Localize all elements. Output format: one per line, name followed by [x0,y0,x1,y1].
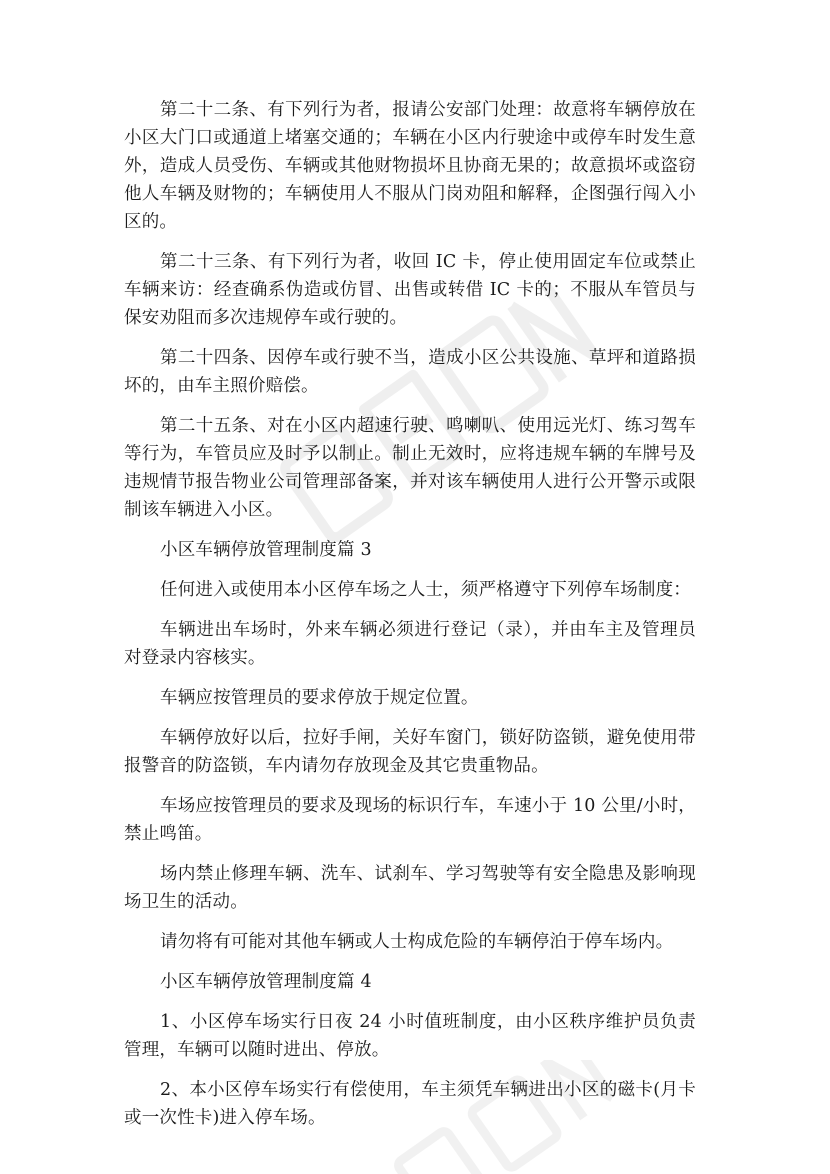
rule-registration: 车辆进出车场时，外来车辆必须进行登记（录），并由车主及管理员对登录内容核实。 [124,620,696,668]
article-25-paragraph: 第二十五条、对在小区内超速行驶、鸣喇叭、使用远光灯、练习驾车等行为，车管员应及时予以制止。制止无效时，应将违规车辆的车牌号及违规情节报告物业公司管理部备案，并对该车辆使用人进行公开警示或限制该车辆进入小区。 [124,416,696,520]
section-4-item-2: 2、本小区停车场实行有偿使用，车主须凭车辆进出小区的磁卡(月卡或一次性卡)进入停车场。 [124,1080,696,1128]
rule-speed-limit: 车场应按管理员的要求及现场的标识行车，车速小于 10 公里/小时，禁止鸣笛。 [124,796,696,844]
section-4-item-1: 1、小区停车场实行日夜 24 小时值班制度，由小区秩序维护员负责管理，车辆可以随时进出、停放。 [124,1012,696,1060]
rule-dangerous-vehicles: 请勿将有可能对其他车辆或人士构成危险的车辆停泊于停车场内。 [160,932,674,952]
rule-vehicle-security: 车辆停放好以后，拉好手闸，关好车窗门，锁好防盗锁，避免使用带报警音的防盗锁，车内请勿存放现金及其它贵重物品。 [124,728,696,776]
article-24-paragraph: 第二十四条、因停车或行驶不当，造成小区公共设施、草坪和道路损坏的，由车主照价赔偿。 [124,348,696,396]
article-23-paragraph: 第二十三条、有下列行为者，收回 IC 卡，停止使用固定车位或禁止车辆来访：经查确系伪造或仿冒、出售或转借 IC 卡的；不服从车管员与保安劝阻而多次违规停车或行驶的。 [124,252,696,328]
rule-prohibited-activities: 场内禁止修理车辆、洗车、试刹车、学习驾驶等有安全隐患及影响现场卫生的活动。 [124,864,696,912]
section-3-intro: 任何进入或使用本小区停车场之人士，须严格遵守下列停车场制度： [160,580,691,600]
article-22-paragraph: 第二十二条、有下列行为者，报请公安部门处理：故意将车辆停放在小区大门口或通道上堵塞交通的；车辆在小区内行驶途中或停车时发生意外，造成人员受伤、车辆或其他财物损坏且协商无果的；故意损坏或盗窃他人车辆及财物的；车辆使用人不服从门岗劝阻和解释，企图强行闯入小区的。 [124,100,696,232]
section-3-heading: 小区车辆停放管理制度篇 3 [160,540,372,560]
rule-parking-position: 车辆应按管理员的要求停放于规定位置。 [160,688,479,708]
document-body [124,96,696,1144]
section-4-heading: 小区车辆停放管理制度篇 4 [160,972,372,992]
